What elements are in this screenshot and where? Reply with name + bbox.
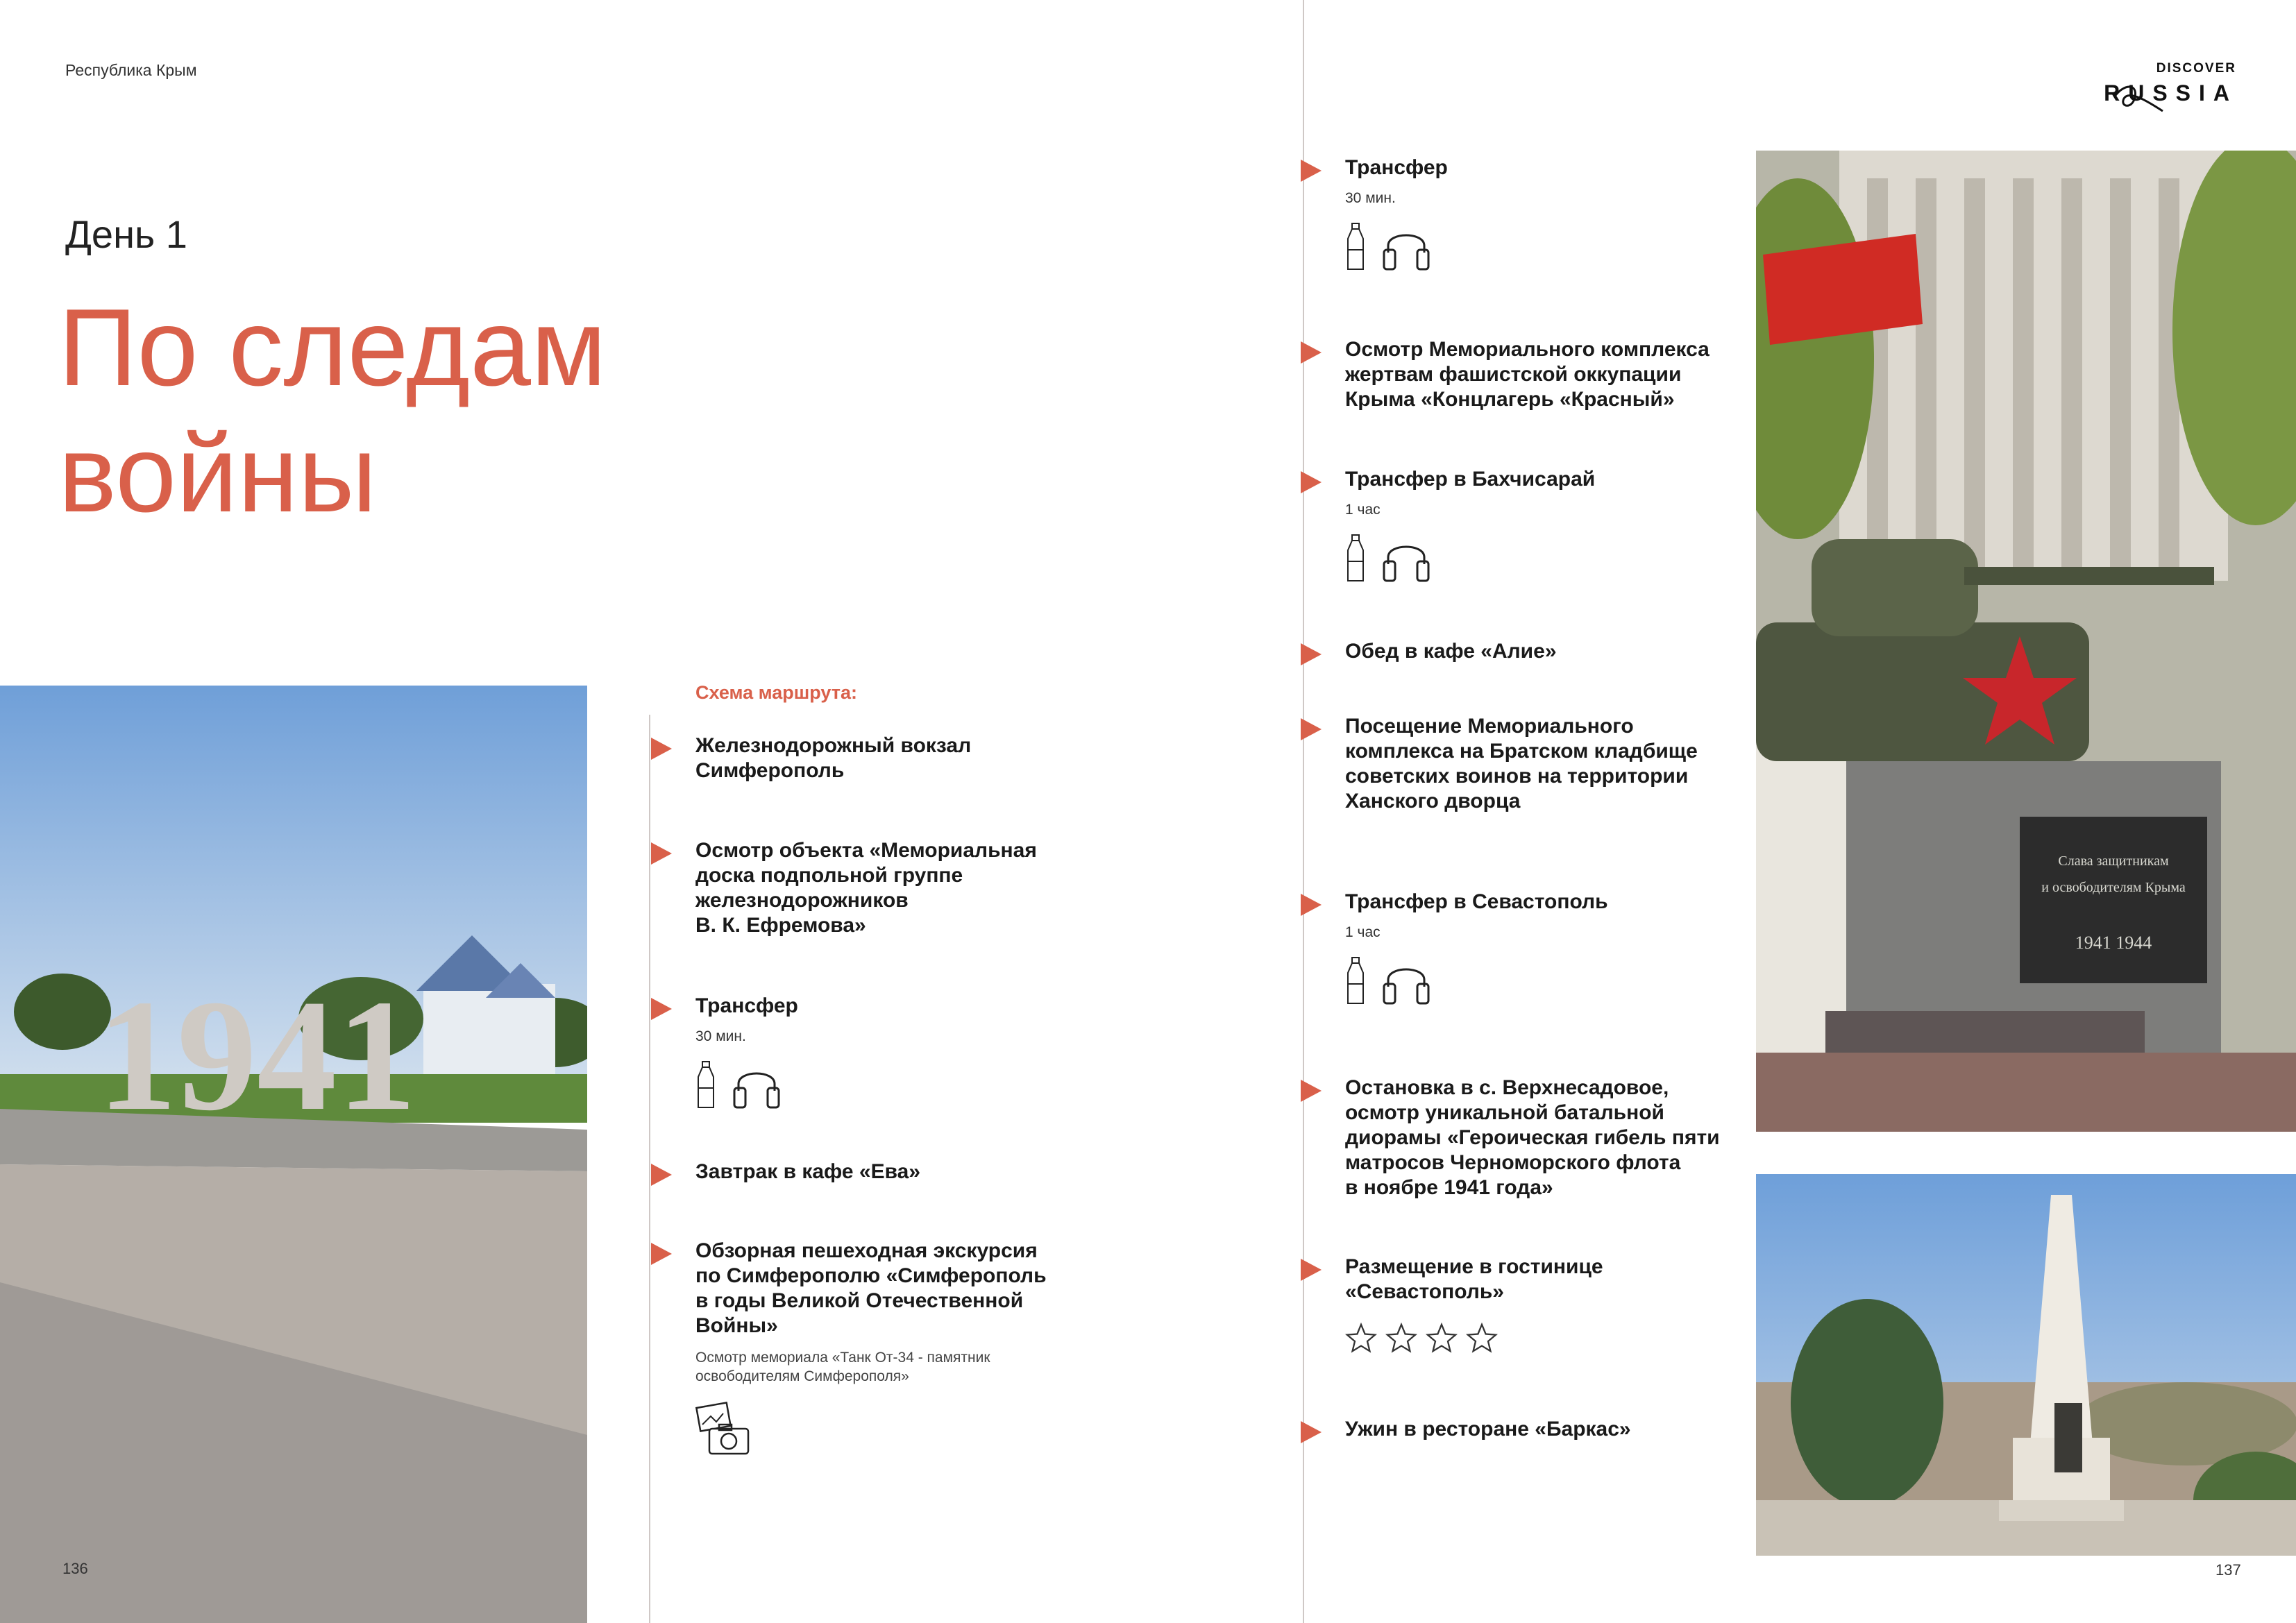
title-line-1: По следам [58,287,607,409]
headphones-icon [732,1060,782,1110]
route-stop [1345,890,1734,1006]
logo-russia-text: RUSSIA [2104,80,2238,105]
route-marker-icon [1301,1080,1322,1102]
headphones-icon [1381,222,1431,272]
page-title [58,284,752,537]
page-number-right: 137 [2215,1561,2241,1579]
center-divider-line [1303,0,1304,1623]
route-marker-icon [651,998,672,1020]
route-stop [695,1239,1084,1456]
route-marker-icon [1301,894,1322,916]
route-stop [1345,1076,1734,1200]
star-icon [1345,1323,1377,1354]
water-bottle-icon [1345,956,1366,1006]
route-marker-icon [1301,160,1322,182]
route-stop-name: Посещение Мемориального комплекса на Братском кладбище советских воинов на территории Ханского дворца [1345,715,1698,813]
star-icon [1466,1323,1498,1354]
route-marker-icon [1301,341,1322,364]
title-line-2: войны [58,413,378,535]
star-icon [1426,1323,1458,1354]
amenity-icons [1345,956,1734,1006]
route-stop [1345,714,1734,814]
route-marker-icon [1301,471,1322,493]
water-bottle-icon [695,1060,716,1110]
route-stop-name: Размещение в гостинице «Севастополь» [1345,1255,1603,1303]
route-stop-name: Остановка в с. Верхнесадовое, осмотр уникальной батальной диорамы «Героическая гибель пяти матросов Черноморского флота в ноябре 1941 года» [1345,1076,1720,1199]
route-stop-name: Железнодорожный вокзал Симферополь [695,734,972,782]
plaque-years: 1941 1944 [2075,933,2152,953]
amenity-icons [1345,534,1734,584]
headphones-icon [1381,534,1431,584]
route-stop [1345,1255,1734,1354]
route-stop-name: Завтрак в кафе «Ева» [695,1160,921,1183]
route-stop-name: Осмотр объекта «Мемориальная доска подпольной группе железнодорожников В. К. Ефремова» [695,839,1037,937]
water-bottle-icon [1345,222,1366,272]
region-label: Республика Крым [65,61,197,79]
route-marker-icon [651,1243,672,1265]
photo-tank-memorial [1756,151,2296,1132]
route-marker-icon [651,1164,672,1186]
route-stop-duration: 30 мин. [1345,190,1396,206]
route-stop [1345,639,1734,664]
plaque-text-1: Слава защитникам [2058,853,2169,869]
left-route-line [649,715,650,1623]
route-marker-icon [1301,718,1322,740]
route-marker-icon [1301,643,1322,665]
water-bottle-icon [1345,534,1366,584]
photo-1941-monument [0,686,587,1623]
route-stop-duration: 1 час [1345,502,1381,518]
headphones-icon [1381,956,1431,1006]
route-stop [695,838,1084,938]
star-icon [1385,1323,1417,1354]
route-stop [1345,337,1734,412]
amenity-icons [695,1401,1084,1456]
route-stop-duration: 1 час [1345,924,1381,940]
hotel-rating-stars [1345,1323,1734,1354]
page-number-left: 136 [62,1560,88,1577]
route-stop [1345,467,1734,584]
day-label: День 1 [65,212,187,256]
route-stop [1345,155,1734,272]
route-heading: Схема маршрута: [695,682,857,703]
route-marker-icon [651,738,672,760]
route-stop-duration: 30 мин. [695,1028,746,1044]
route-stop-name: Трансфер в Севастополь [1345,890,1608,913]
route-stop-name: Ужин в ресторане «Баркас» [1345,1418,1631,1441]
amenity-icons [695,1060,1084,1110]
route-marker-icon [1301,1421,1322,1443]
plaque-text-2: и освободителям Крыма [2041,880,2186,895]
route-stop-name: Трансфер [695,994,798,1017]
route-stop [695,1159,1084,1184]
route-stop [695,733,1084,783]
route-stop-name: Обзорная пешеходная экскурсия по Симферополю «Симферополь в годы Великой Отечественной Войны» [695,1239,1047,1337]
route-marker-icon [651,842,672,865]
route-stop-note: Осмотр мемориала «Танк От-34 - памятник освободителям Симферополя» [695,1350,990,1384]
discover-russia-logo [2104,61,2238,137]
route-marker-icon [1301,1259,1322,1281]
photo-obelisk [1756,1174,2296,1556]
amenity-icons [1345,222,1734,272]
route-stop-name: Трансфер в Бахчисарай [1345,468,1596,491]
monument-number-text: 1941 [97,967,416,1144]
route-stop-name: Обед в кафе «Алие» [1345,640,1557,663]
photo-camera-icon [695,1401,751,1456]
route-stop-name: Осмотр Мемориального комплекса жертвам фашистской оккупации Крыма «Концлагерь «Красный» [1345,338,1710,411]
route-stop [1345,1417,1734,1442]
route-stop-name: Трансфер [1345,156,1448,179]
logo-discover-text: DISCOVER [2156,61,2236,76]
route-stop [695,994,1084,1110]
